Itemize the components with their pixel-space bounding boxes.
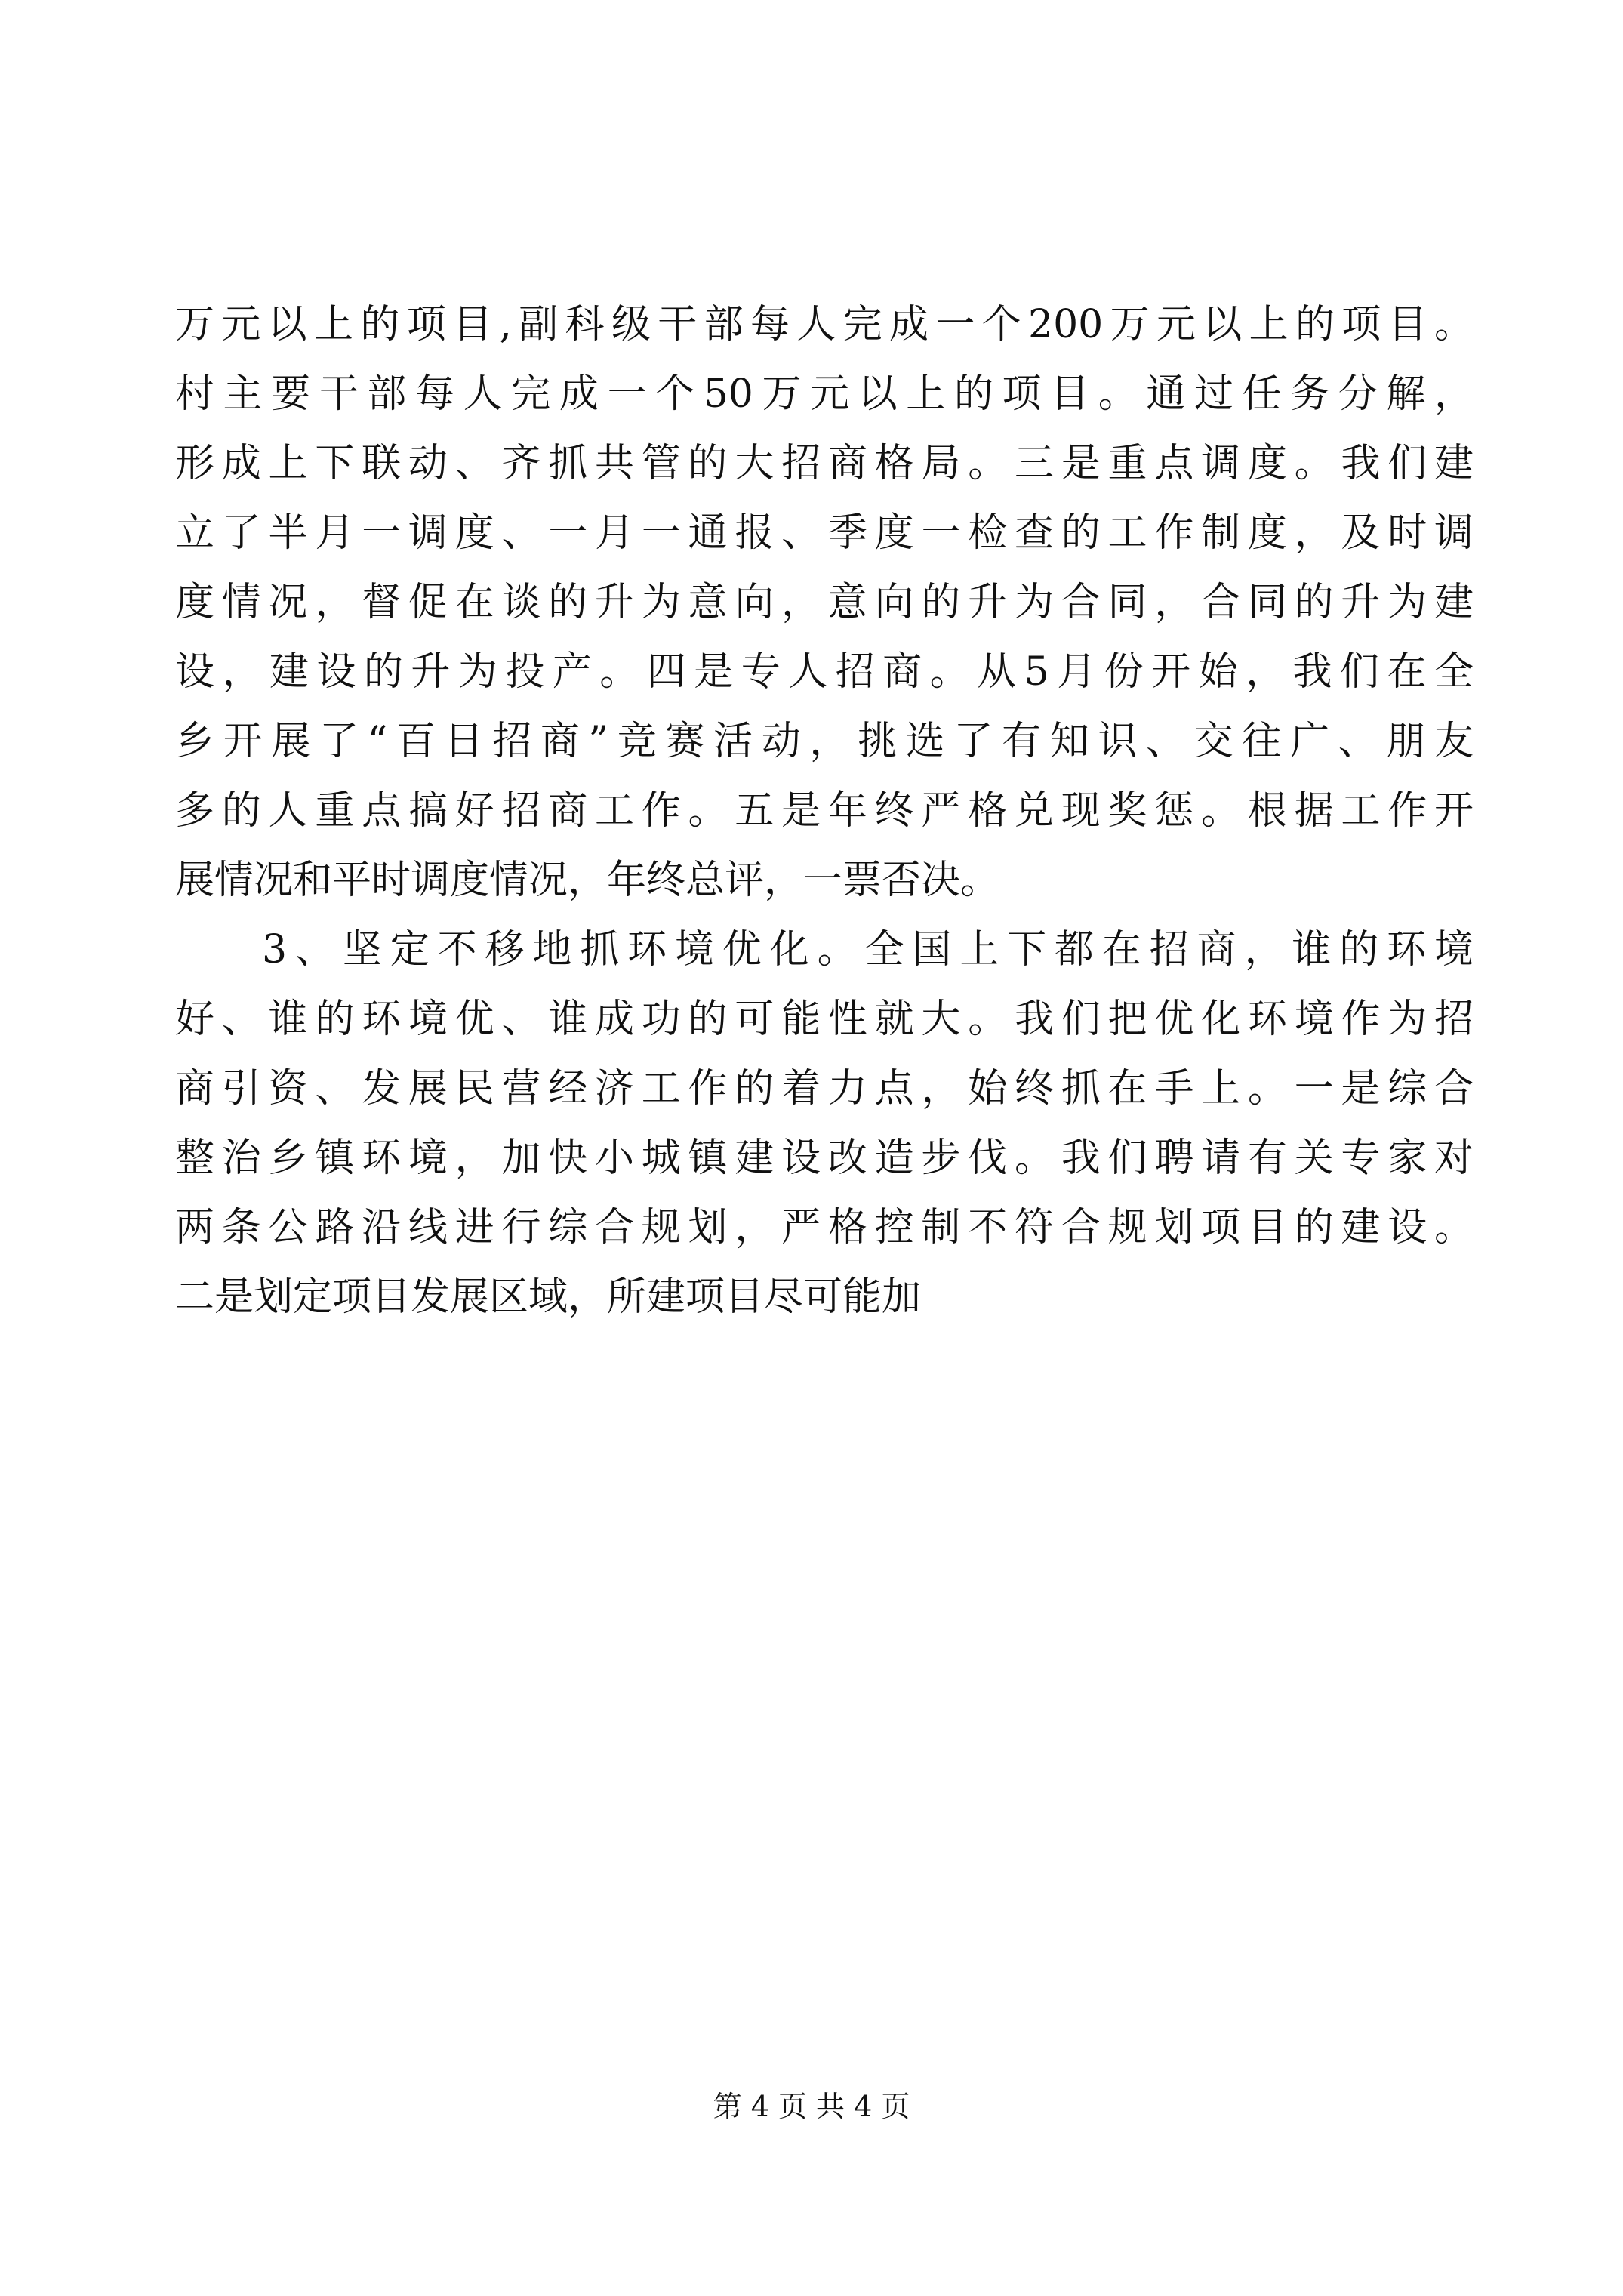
text-line: 展情况和平时调度情况，年终总评，一票否决。 [175, 858, 1000, 903]
text-line: 好、谁的环境优、谁成功的可能性就大。我们把优化环境作为招 [175, 997, 1474, 1042]
text-line: 乡开展了“百日招商”竞赛活动，挑选了有知识、交往广、朋友 [175, 719, 1474, 764]
text-line: 二是划定项目发展区域，所建项目尽可能加 [175, 1274, 922, 1320]
text-line: 多的人重点搞好招商工作。五是年终严格兑现奖惩。根据工作开 [175, 788, 1474, 834]
text-line: 万元以上的项目,副科级干部每人完成一个200万元以上的项目。 [175, 302, 1474, 347]
text-line: 村主要干部每人完成一个50万元以上的项目。通过任务分解， [175, 371, 1474, 417]
text-line: 设，建设的升为投产。四是专人招商。从5月份开始，我们在全 [175, 649, 1474, 695]
text-line: 整治乡镇环境，加快小城镇建设改造步伐。我们聘请有关专家对 [175, 1136, 1474, 1181]
text-line: 形成上下联动、齐抓共管的大招商格局。三是重点调度。我们建 [175, 441, 1474, 486]
text-line: 度情况，督促在谈的升为意向，意向的升为合同，合同的升为建 [175, 580, 1474, 625]
text-line: 两条公路沿线进行综合规划，严格控制不符合规划项目的建设。 [175, 1205, 1474, 1250]
paragraph-first-line: 3、坚定不移地抓环境优化。全国上下都在招商，谁的环境 [262, 927, 1474, 972]
text-line: 立了半月一调度、一月一通报、季度一检查的工作制度，及时调 [175, 510, 1474, 556]
page-number-footer: 第 4 页 共 4 页 [713, 2090, 910, 2123]
text-line: 商引资、发展民营经济工作的着力点，始终抓在手上。一是综合 [175, 1066, 1474, 1111]
